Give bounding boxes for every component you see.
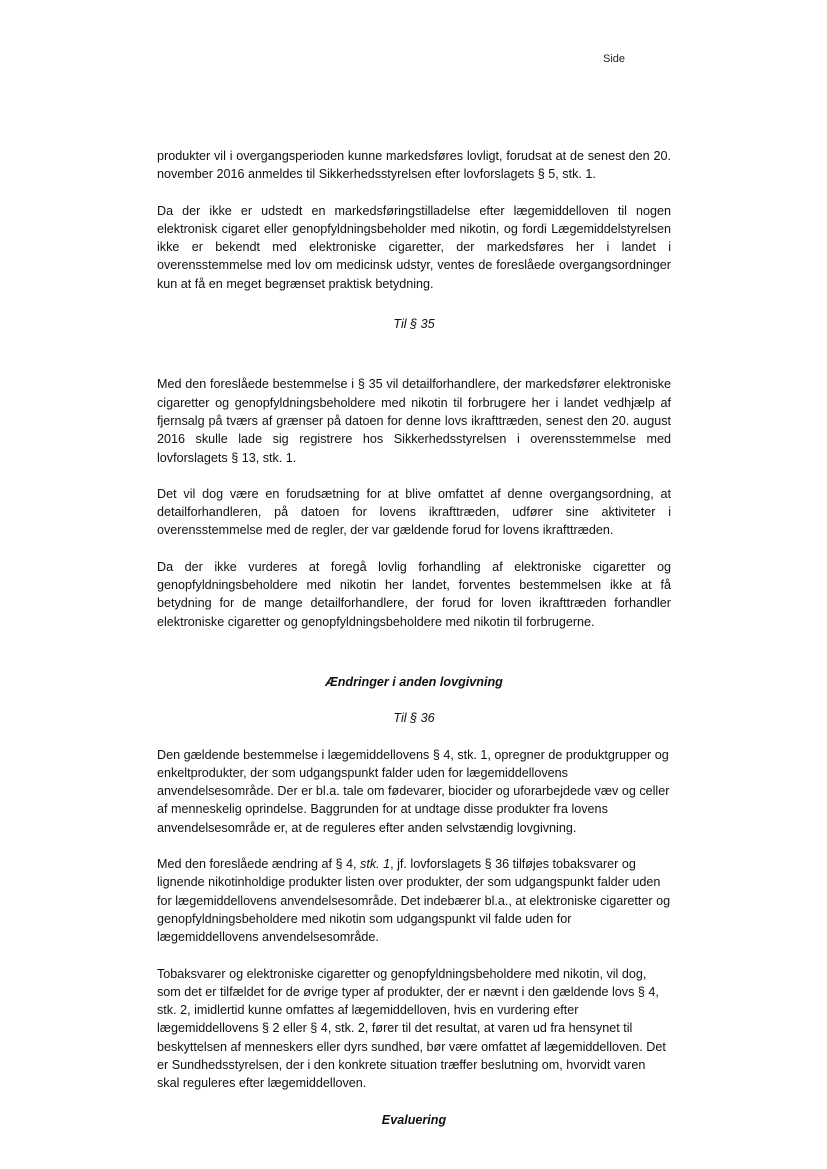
amendment-text-emphasis: stk. 1 xyxy=(360,857,391,872)
section-heading-other-legislation: Ændringer i anden lovgivning xyxy=(325,674,503,689)
page-label: Side xyxy=(603,53,626,65)
paragraph-tobacco-products: Tobaksvarer og elektroniske cigaretter og genopfyldningsbeholdere med nikotin, vil dog, som det er tilfældet for de øvrige typer af produkter, der er nævnt i den gældende lovs § 4, stk. 2, imidlertid kunne omfattes af lægemiddelloven, hvis en vurdering efter lægemiddellovens § 2 eller § 4, stk. 2, fører til det resultat, at varen ud fra hensynet til beskyttelsen af menneskers eller dyrs sundhed, bør være omfattet af lægemiddelloven. Det er Sundhedsstyrelsen, der i den konkrete situation træffer beslutning om, hvorvidt varen skal reguleres efter lægemiddelloven. xyxy=(157,966,666,1091)
section-heading-til-36: Til § 36 xyxy=(393,711,435,726)
amendment-text-a: Med den foreslåede ændring af § 4, xyxy=(157,857,361,872)
section-heading-til-35: Til § 35 xyxy=(393,317,435,332)
paragraph-current-provision xyxy=(157,746,671,837)
paragraph-transition-products: produkter vil i overgangsperioden kunne markedsføres lovligt, forudsat at de senest den 20. november 2016 anmeldes til Sikkerhedsstyrelsen efter lovforslagets § 5, stk. 1. xyxy=(157,149,671,182)
paragraph-transition-condition: Det vil dog være en forudsætning for at blive omfattet af denne overgangsordning, at detailforhandleren, på datoen for lovens ikrafttræden, udfører sine aktiviteter i overensstemmelse med de regler, der var gældende forud for lovens ikrafttræden. xyxy=(157,486,671,538)
section-heading-evaluation: Evaluering xyxy=(381,1112,447,1127)
document-body xyxy=(157,147,671,1129)
paragraph-proposed-amendment xyxy=(157,855,671,946)
paragraph-marketing-authorization: Da der ikke er udstedt en markedsføringstilladelse efter lægemiddelloven til nogen elektronisk cigaret eller genopfyldningsbeholder med nikotin, og fordi Lægemiddelstyrelsen ikke er bekendt med elektroniske cigaretter, der markedsføres her i landet i overensstemmelse med lov om medicinsk udstyr, ventes de foreslåede overgangsordninger kun at få en meget begrænset praktisk betydning. xyxy=(157,203,671,291)
paragraph-retailers-registration: Med den foreslåede bestemmelse i § 35 vil detailforhandlere, der markedsfører elektroniske cigaretter og genopfyldningsbeholdere med nikotin til forbrugere her i landet vedhjælp af fjernsalg på tværs af grænser på datoen for denne lovs ikrafttræden, senest den 20. august 2016 skulle lade sig registrere hos Sikkerhedsstyrelsen i overensstemmelse med lovforslagets § 13, stk. 1. xyxy=(157,377,671,465)
paragraph-current-provision-text: Den gældende bestemmelse i lægemiddellovens § 4, stk. 1, opregner de produktgrupper og enkeltprodukter, der som udgangspunkt falder uden for lægemiddellovens anvendelsesområde. Der er bl.a. tale om fødevarer, biocider og uforarbejdede væv og celler af menneskelig oprindelse. Baggrunden for at undtage disse produkter fra lovens anvendelsesområde er, at de reguleres efter anden selvstændig lovgivning. xyxy=(157,747,670,835)
paragraph-no-legal-trade: Da der ikke vurderes at foregå lovlig forhandling af elektroniske cigaretter og genopfyldningsbeholdere med nikotin her landet, forventes bestemmelsen ikke at få betydning for de mange detailforhandlere, der forud for loven ikrafttræden forhandler elektroniske cigaretter og genopfyldningsbeholdere med nikotin til forbrugerne. xyxy=(157,559,671,629)
amendment-text-b: , jf. lovforslagets § 36 tilføjes tobaksvarer og lignende nikotinholdige produkter listen over produkter, der som udgangspunkt falder uden for lægemiddellovens anvendelsesområde. Det indebærer bl.a., at elektroniske cigaretter og genopfyldningsbeholdere med nikotin som udgangspunkt vil falde uden for lægemiddellovens anvendelsesområde. xyxy=(157,857,671,945)
